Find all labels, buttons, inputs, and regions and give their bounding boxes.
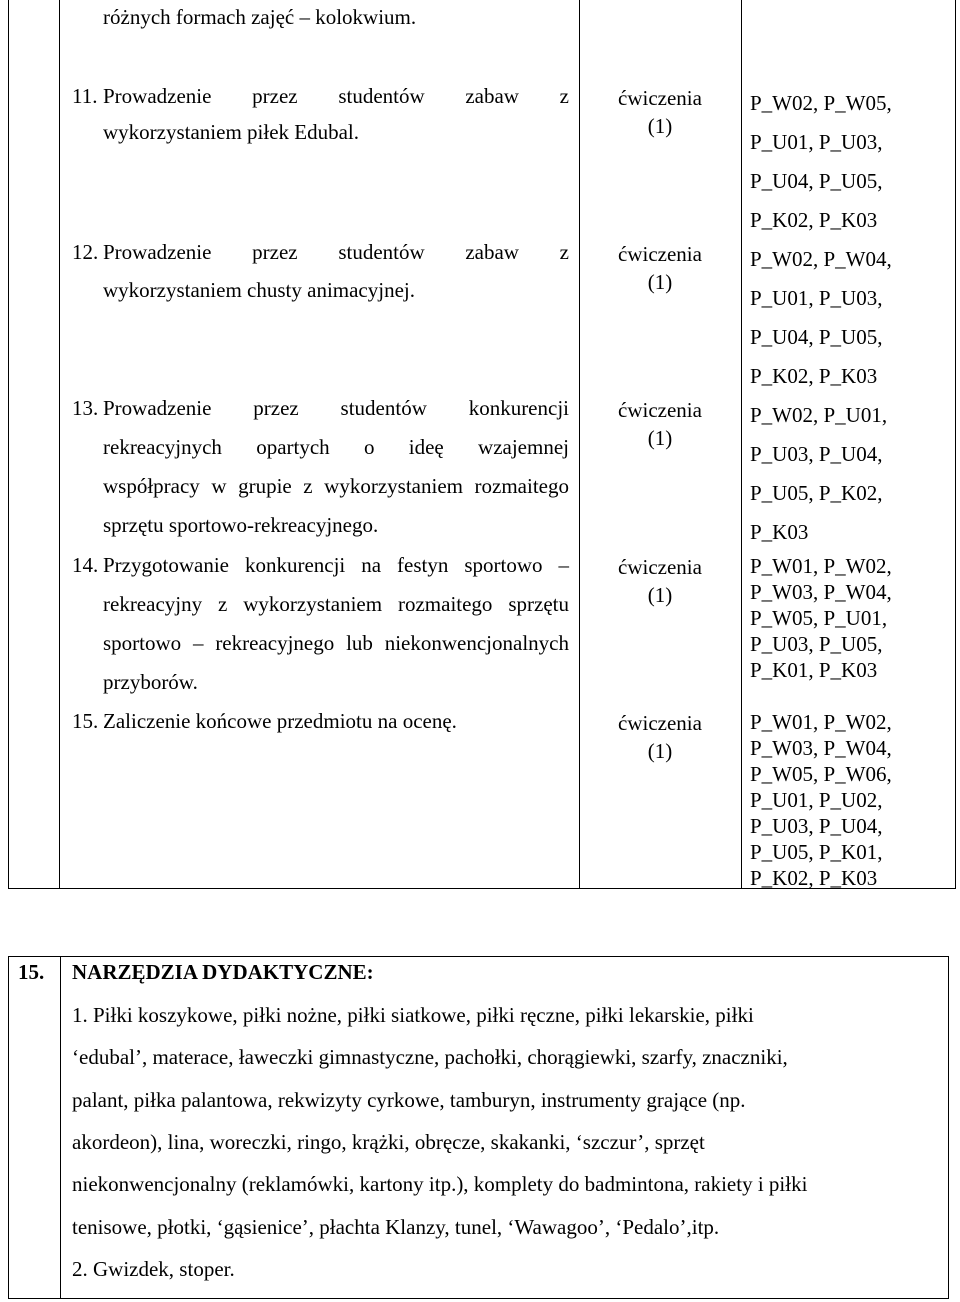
effect-line: P_W03, P_W04, [750, 736, 892, 760]
row-number: 15. [72, 709, 99, 733]
effect-line: P_U03, P_U04, [750, 442, 883, 466]
effect-line: P_K02, P_K03 [750, 208, 878, 232]
class-form [585, 240, 735, 296]
section-divider [60, 956, 61, 1299]
form-type: ćwiczenia [618, 86, 702, 110]
learning-effects [750, 240, 950, 396]
effect-line: P_U01, P_U03, [750, 286, 883, 310]
effect-line: P_W02, P_W04, [750, 247, 892, 271]
row-number: 13. [72, 396, 99, 420]
section-number: 15. [18, 960, 45, 984]
effect-line: P_U04, P_U05, [750, 169, 883, 193]
effect-line: P_K01, P_K03 [750, 658, 878, 682]
topic-text: wykorzystaniem piłek Edubal. [103, 120, 360, 144]
topic-text [103, 5, 569, 30]
table-divider [579, 0, 580, 889]
effect-line: P_K02, P_K03 [750, 866, 878, 890]
learning-effects [750, 553, 950, 683]
row-number: 12. [72, 240, 99, 264]
tools-line: niekonwencjonalny (reklamówki, kartony itp.), komplety do badmintona, rakiety i piłki [72, 1172, 808, 1196]
effect-line: P_W02, P_W05, [750, 91, 892, 115]
effect-line: P_U05, P_K01, [750, 840, 883, 864]
tools-line: 1. Piłki koszykowe, piłki nożne, piłki siatkowe, piłki ręczne, piłki lekarskie, piłki [72, 1003, 754, 1027]
learning-effects [750, 396, 950, 552]
form-hours: (1) [647, 114, 673, 138]
class-form [585, 84, 735, 140]
effect-line: P_K03 [750, 520, 809, 544]
form-hours: (1) [647, 583, 673, 607]
tools-line: akordeon), lina, woreczki, ringo, krążki, obręcze, skakanki, ‘szczur’, sprzęt [72, 1130, 705, 1154]
effect-line: P_U03, P_U05, [750, 632, 883, 656]
class-form [585, 396, 735, 452]
class-form [585, 709, 735, 765]
tools-line: tenisowe, płotki, ‘gąsienice’, płachta Klanzy, tunel, ‘Wawagoo’, ‘Pedalo’,itp. [72, 1215, 720, 1239]
section-title: NARZĘDZIA DYDAKTYCZNE: [72, 960, 374, 984]
form-type: ćwiczenia [618, 398, 702, 422]
form-hours: (1) [647, 270, 673, 294]
topic-text: wykorzystaniem chusty animacyjnej. [103, 278, 415, 302]
table-divider [741, 0, 742, 889]
effect-line: P_U04, P_U05, [750, 325, 883, 349]
topic-text: Prowadzenie przez studentów zabaw z [103, 84, 569, 108]
form-hours: (1) [647, 739, 673, 763]
effect-line: P_W03, P_W04, [750, 580, 892, 604]
topic-text: sprzętu sportowo-rekreacyjnego. [103, 513, 379, 537]
class-form [585, 553, 735, 609]
learning-effects [750, 84, 950, 240]
effect-line: P_U03, P_U04, [750, 814, 883, 838]
tools-line: 2. Gwizdek, stoper. [72, 1257, 235, 1281]
form-type: ćwiczenia [618, 242, 702, 266]
table-divider [59, 0, 60, 889]
tools-line: palant, piłka palantowa, rekwizyty cyrkowe, tamburyn, instrumenty grające (np. [72, 1088, 746, 1112]
topic-text: Zaliczenie końcowe przedmiotu na ocenę. [103, 709, 457, 733]
effect-line: P_W01, P_W02, [750, 710, 892, 734]
learning-effects [750, 709, 950, 891]
topic-text: rekreacyjny z wykorzystaniem rozmaitego sprzętu [103, 592, 569, 616]
topic-text: przyborów. [103, 670, 198, 694]
effect-line: P_W02, P_U01, [750, 403, 888, 427]
row-number: 11. [72, 84, 98, 108]
topic-text: Przygotowanie konkurencji na festyn sportowo – [103, 553, 569, 577]
effect-line: P_U01, P_U03, [750, 130, 883, 154]
topic-text: Prowadzenie przez studentów zabaw z [103, 240, 569, 264]
effect-line: P_W05, P_W06, [750, 762, 892, 786]
form-type: ćwiczenia [618, 711, 702, 735]
effect-line: P_U05, P_K02, [750, 481, 883, 505]
topic-text: Prowadzenie przez studentów konkurencji [103, 396, 569, 420]
topic-line: różnych formach zajęć – kolokwium. [103, 5, 417, 29]
form-type: ćwiczenia [618, 555, 702, 579]
tools-line: ‘edubal’, materace, ławeczki gimnastyczne, pachołki, chorągiewki, szarfy, znaczniki, [72, 1045, 788, 1069]
effect-line: P_W05, P_U01, [750, 606, 888, 630]
topic-text: współpracy w grupie z wykorzystaniem rozmaitego [103, 474, 569, 498]
effect-line: P_K02, P_K03 [750, 364, 878, 388]
topic-text: sportowo – rekreacyjnego lub niekonwencjonalnych [103, 631, 569, 655]
topic-text: rekreacyjnych opartych o ideę wzajemnej [103, 435, 569, 459]
row-number: 14. [72, 553, 99, 577]
form-hours: (1) [647, 426, 673, 450]
effect-line: P_W01, P_W02, [750, 554, 892, 578]
effect-line: P_U01, P_U02, [750, 788, 883, 812]
